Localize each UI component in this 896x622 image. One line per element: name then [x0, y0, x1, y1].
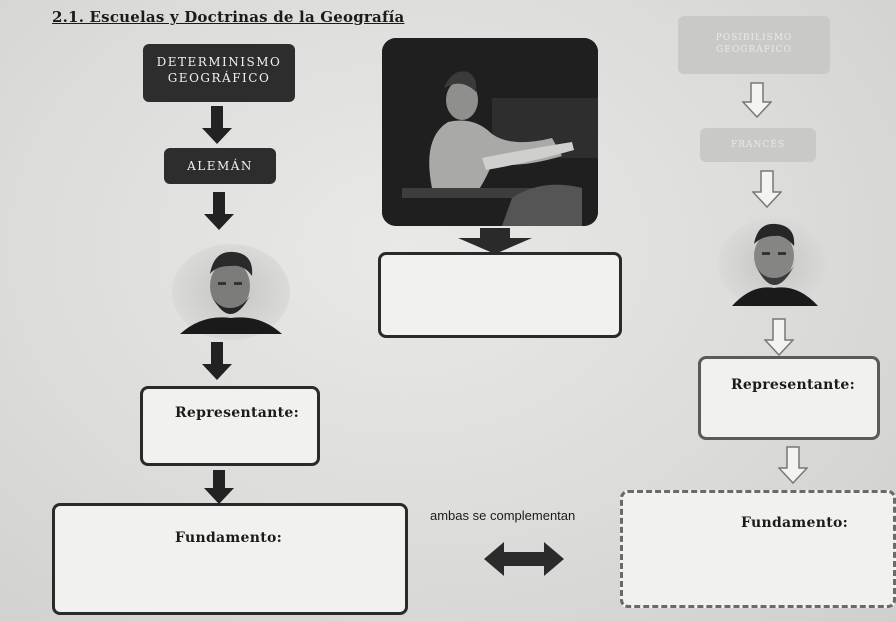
arrow-down-outline-icon [752, 170, 782, 208]
double-arrow-icon [484, 540, 564, 578]
portrait-ratzel-figure [172, 244, 290, 340]
representante-label-left: Representante: [175, 405, 300, 421]
photo-humboldt-scene [382, 38, 598, 226]
arrow-down-outline-icon [778, 446, 808, 484]
frances-box [700, 128, 816, 162]
aleman-label: ALEMÁN [187, 159, 253, 173]
fundamento-label-left: Fundamento: [175, 530, 283, 546]
arrow-down-icon [458, 228, 532, 254]
posibilismo-line1: POSIBILISMO [715, 33, 793, 43]
page-title: 2.1. Escuelas y Doctrinas de la Geografía [52, 8, 405, 26]
posibilismo-box [678, 16, 830, 74]
portrait-ratzel [172, 244, 290, 340]
complement-note: ambas se complementan [430, 508, 576, 523]
representante-box-left[interactable] [140, 386, 320, 466]
arrow-down-icon [202, 106, 232, 144]
portrait-vidal-figure [718, 218, 830, 310]
photo-humboldt [382, 38, 598, 226]
arrow-down-icon [204, 192, 234, 230]
determinismo-line1: DETERMINISMO [156, 55, 282, 69]
representante-label-right: Representante: [731, 377, 856, 393]
fundamento-box-left[interactable] [52, 503, 408, 615]
determinismo-box [143, 44, 295, 102]
posibilismo-line2: GEOGRÁFICO [716, 45, 792, 55]
fundamento-label-right: Fundamento: [741, 515, 849, 531]
portrait-vidal-de-la-blache [718, 218, 830, 310]
determinismo-line2: GEOGRÁFICO [167, 71, 271, 85]
representante-box-right[interactable] [698, 356, 880, 440]
frances-label: FRANCÉS [730, 140, 786, 150]
humboldt-answer-box[interactable] [378, 252, 622, 338]
fundamento-box-right[interactable] [620, 490, 896, 608]
aleman-box [164, 148, 276, 184]
arrow-down-outline-icon [764, 318, 794, 356]
arrow-down-icon [204, 470, 234, 504]
arrow-down-outline-icon [742, 82, 772, 118]
arrow-down-icon [202, 342, 232, 380]
